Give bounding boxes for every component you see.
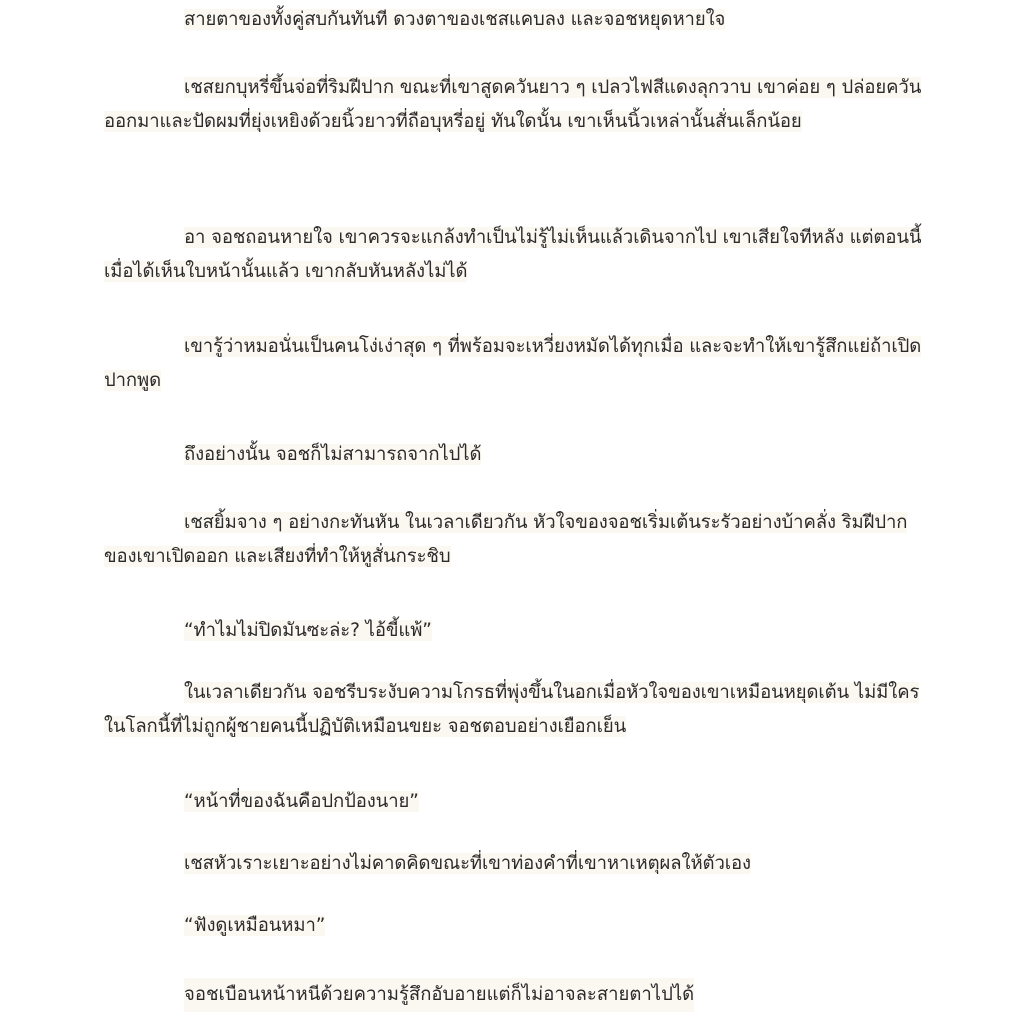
paragraph-1 [104,3,924,37]
paragraph-8 [104,676,924,744]
paragraph-1-text: สายตาของทั้งคู่สบกันทันที ดวงตาของเชสแคบลง และจอชหยุดหายใจ [184,9,726,30]
paragraph-6-text: เชสยิ้มจาง ๆ อย่างกะทันหัน ในเวลาเดียวกัน หัวใจของจอชเริ่มเต้นระรัวอย่างบ้าคลั่ง ริมฝีปากของเขาเปิดออก และเสียงที่ทำให้หูสั่นกระชิบ [104,512,908,567]
paragraph-7 [104,614,924,648]
paragraph-4 [104,330,924,398]
paragraph-3-text: อา จอชถอนหายใจ เขาควรจะแกล้งทำเป็นไม่รู้ไม่เห็นแล้วเดินจากไป เขาเสียใจทีหลัง แต่ตอนนี้เมื่อได้เห็นใบหน้านั้นแล้ว เขากลับหันหลังไม่ได้ [104,227,922,282]
paragraph-2 [104,71,924,139]
paragraph-7-text: “ทำไมไม่ปิดมันซะล่ะ? ไอ้ขี้แพ้” [184,620,432,641]
paragraph-9-text: “หน้าที่ของฉันคือปกป้องนาย” [184,791,419,812]
paragraph-3 [104,221,924,289]
paragraph-10-text: เชสหัวเราะเยาะอย่างไม่คาดคิดขณะที่เขาท่องคำที่เขาหาเหตุผลให้ตัวเอง [184,853,751,874]
paragraph-4-text: เขารู้ว่าหมอนั่นเป็นคนโง่เง่าสุด ๆ ที่พร้อมจะเหวี่ยงหมัดได้ทุกเมื่อ และจะทำให้เขารู้สึกแย่ถ้าเปิดปากพูด [104,336,922,391]
paragraph-9 [104,785,924,819]
paragraph-2-text: เชสยกบุหรี่ขึ้นจ่อที่ริมฝีปาก ขณะที่เขาสูดควันยาว ๆ เปลวไฟสีแดงลุกวาบ เขาค่อย ๆ ปล่อยควันออกมาและปัดผมที่ยุ่งเหยิงด้วยนิ้วยาวที่ถือบุหรี่อยู่ ทันใดนั้น เขาเห็นนิ้วเหล่านั้นสั่นเล็กน้อย [104,77,922,132]
paragraph-5-text: ถึงอย่างนั้น จอชก็ไม่สามารถจากไปได้ [184,444,482,465]
paragraph-11-text: “ฟังดูเหมือนหมา” [184,915,326,936]
paragraph-6 [104,506,924,574]
paragraph-11 [104,909,924,943]
paragraph-5 [104,438,924,472]
partial-paragraph-cut-off: จอชเบือนหน้าหนีด้วยความรู้สึกอับอายแต่ก็ไม่อาจละสายตาไปได้ [184,978,694,1012]
paragraph-8-text: ในเวลาเดียวกัน จอชรีบระงับความโกรธที่พุ่งขึ้นในอกเมื่อหัวใจของเขาเหมือนหยุดเต้น ไม่มีใครในโลกนี้ที่ไม่ถูกผู้ชายคนนี้ปฏิบัติเหมือนขยะ จอชตอบอย่างเยือกเย็น [104,682,920,737]
paragraph-10 [104,847,924,881]
